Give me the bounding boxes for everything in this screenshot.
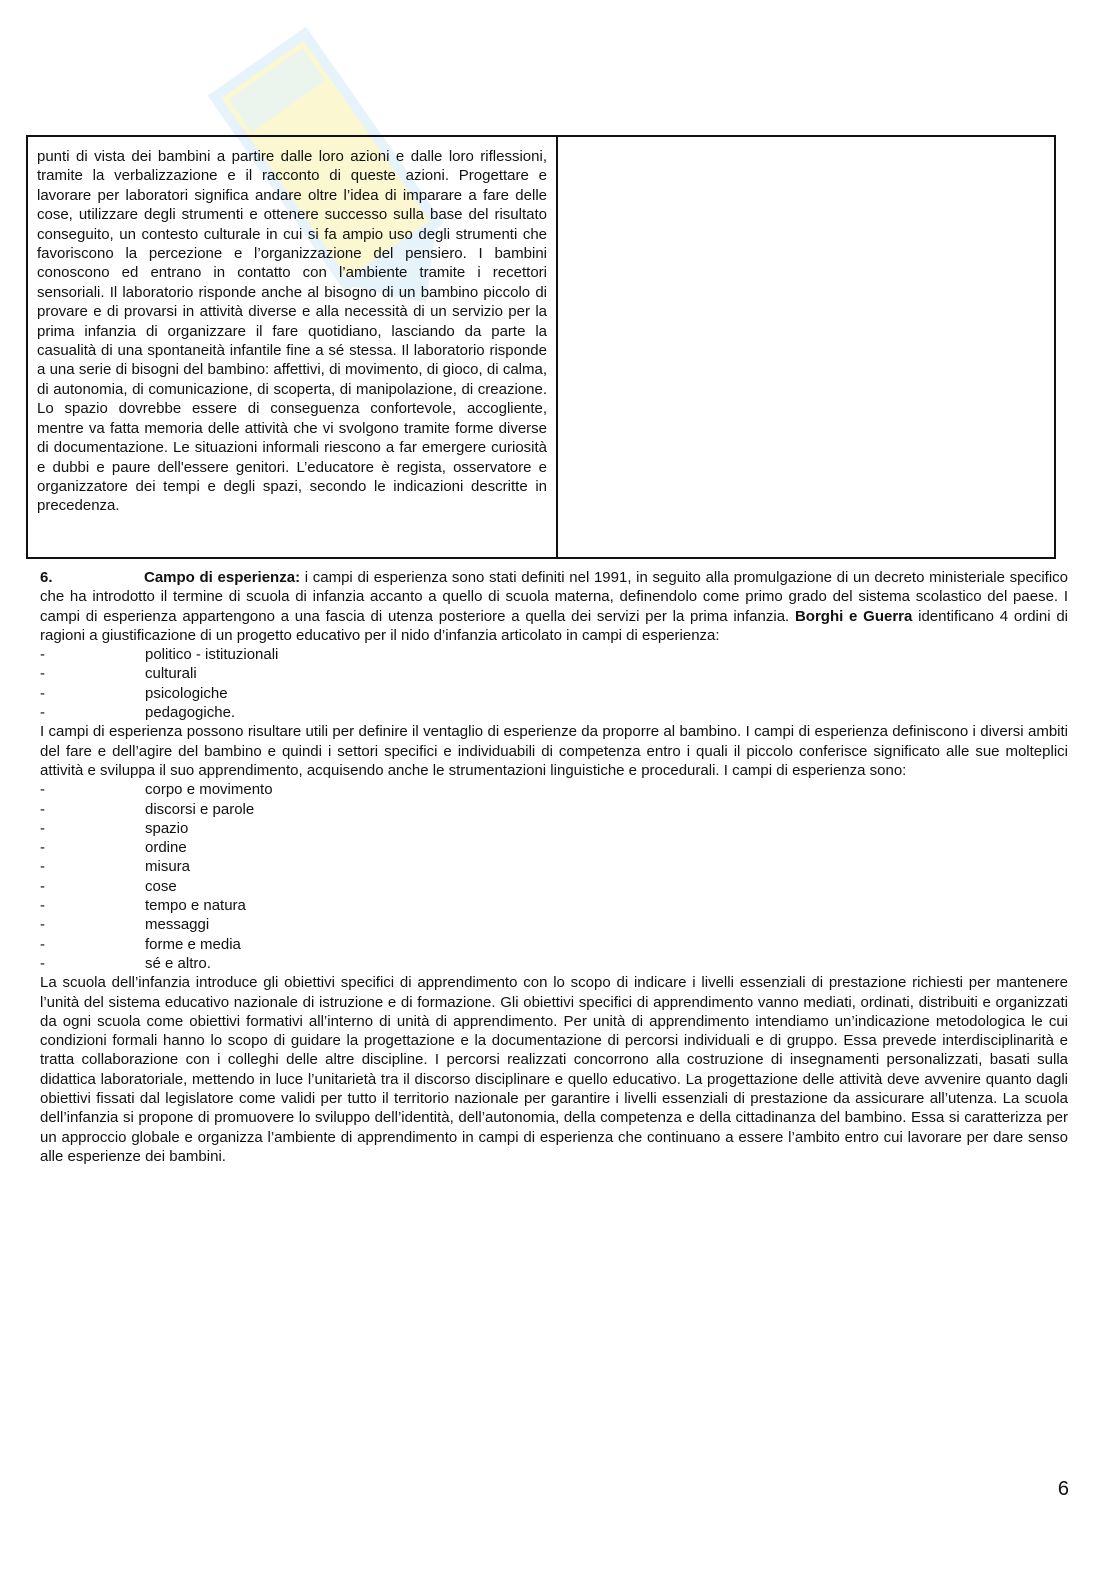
list-item: - discorsi e parole <box>40 800 255 818</box>
table-left-cell-text: punti di vista dei bambini a partire dalle loro azioni e dalle loro riflessioni, tramite la verbalizzazione e il racconto di queste azioni. Progettare e lavorare per laboratori significa andare oltre l’idea di imparare a fare delle cose, utilizzare degli strumenti e ottenere successo sulla base del risultato conseguito, un contesto culturale in cui si fa ampio uso degli strumenti che favoriscono la percezione e l’organizzazione del pensiero. I bambini conoscono ed entrano in contatto con l’ambiente tramite i recettori sensoriali. Il laboratorio risponde anche al bisogno di un bambino piccolo di provare e di provarsi in attività diverse e alla necessità di un servizio per la prima infanzia di organizzare il fare quotidiano, lasciando da parte la casualità di una spontaneità infantile fine a sé stessa. Il laboratorio risponde a una serie di bisogni del bambino: affettivi, di movimento, di gioco, di calma, di autonomia, di comunicazione, di scoperta, di manipolazione, di creazione. Lo spazio dovrebbe essere di conseguenza confortevole, accogliente, mentre va fatta memoria delle attività che vi svolgono tramite forme diverse di documentazione. Le situazioni informali riescono a far emergere curiosità e dubbi e paure dell'essere genitori. L’educatore è regista, osservatore e organizzatore dei tempi e degli spazi, secondo le indicazioni descritte in precedenza. <box>37 148 547 515</box>
page-number: 6 <box>1057 1478 1069 1500</box>
list-item: - tempo e natura <box>40 897 246 915</box>
section-body <box>40 568 1068 1166</box>
section-intro-text-2: identificano 4 ordini di ragioni a giustificazione di un progetto educativo per il nido d’infanzia articolato in campi di esperienza: <box>40 607 1068 644</box>
list-item: - misura <box>40 858 191 876</box>
section-intro-text: i campi di esperienza sono stati definiti nel 1991, in seguito alla promulgazione di un decreto ministeriale specifico che ha introdotto il termine di scuola di infanzia accanto a quello di scuola materna, definendolo come primo grado del sistema scolastico del paese. I campi di esperienza appartengono a una fascia di utenza posteriore a quella dei servizi per la prima infanzia. <box>40 569 1068 625</box>
section-heading: Campo di esperienza: <box>144 569 301 586</box>
paragraph-obiettivi: La scuola dell’infanzia introduce gli obiettivi specifici di apprendimento con lo scopo di indicare i livelli essenziali di prestazione richiesti per mantenere l’unità del sistema educativo nazionale di istruzione e di formazione. Gli obiettivi specifici di apprendimento vanno mediati, ordinati, distribuiti e organizzati da ogni scuola come obiettivi formativi all’interno di unità di apprendimento. Per unità di apprendimento intendiamo un’indicazione metodologica le cui condizioni formali hanno lo scopo di guidare la progettazione e la documentazione di percorsi individuali e di gruppo. Essa prevede interdisciplinarità e tratta collaborazione con i colleghi delle altre discipline. I percorsi realizzati concorrono alla costruzione di insegnamenti personalizzati, basati sulla didattica laboratoriale, mettendo in luce l’unitarietà tra il discorso disciplinare e quello educativo. La progettazione delle attività deve avvenire quanto dagli obiettivi fissati dal legislatore come validi per tutto il territorio nazionale per garantire i livelli essenziali di prestazione da assicurare all’utenza. La scuola dell’infanzia si propone di promuovere lo sviluppo dell’identità, dell’autonomia, della competenza e della cittadinanza del bambino. Essa si caratterizza per un approccio globale e organizza l’ambiente di apprendimento in campi di esperienza che continuano a essere l’ambito entro cui lavorare per dare senso alle esperienze dei bambini. <box>40 974 1068 1165</box>
authors-name: Borghi e Guerra <box>794 607 913 625</box>
list-item: - corpo e movimento <box>40 781 273 799</box>
list-item: - psicologiche <box>40 684 228 702</box>
table-right-cell <box>558 137 1054 557</box>
list-item: - messaggi <box>40 916 210 934</box>
list-item: - cose <box>40 877 177 895</box>
list-item: - spazio <box>40 819 189 837</box>
section-number: 6. <box>40 569 53 586</box>
list-item: - forme e media <box>40 935 241 953</box>
content-table <box>26 135 1056 559</box>
paragraph-campi: I campi di esperienza possono risultare utili per definire il ventaglio di esperienze da proporre al bambino. I campi di esperienza definiscono i diversi ambiti del fare e dell’agire del bambino e quindi i settori specifici e individuabili di competenza entro i quali il piccolo conferisce significato alle sue molteplici attività e sviluppa il suo apprendimento, acquisendo anche le strumentazioni linguistiche e procedurali. I campi di esperienza sono: <box>40 723 1068 779</box>
reasons-list <box>40 645 1068 722</box>
fields-list <box>40 780 1068 973</box>
list-item: - culturali <box>40 665 197 683</box>
table-left-cell <box>28 137 558 557</box>
list-item: - sé e altro. <box>40 954 211 972</box>
list-item: - politico - istituzionali <box>40 646 279 664</box>
list-item: - pedagogiche. <box>40 704 236 722</box>
section-intro <box>40 568 1068 645</box>
list-item: - ordine <box>40 839 187 857</box>
